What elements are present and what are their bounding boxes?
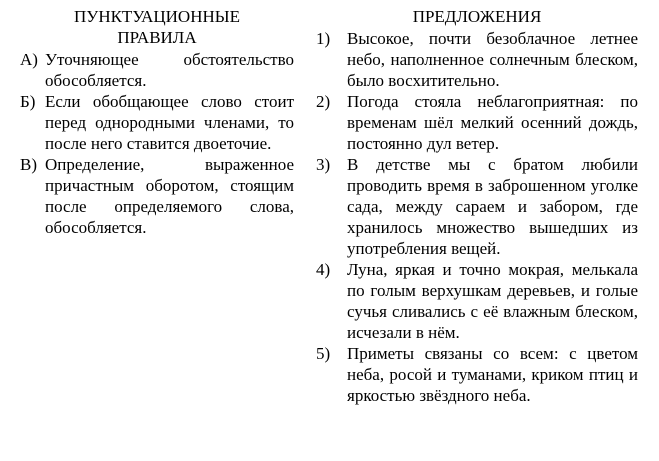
rule-item [20,49,294,91]
sentence-item [316,91,638,154]
sentence-item [316,28,638,91]
sentence-text: В детстве мы с братом любили проводить время в заброшенном уголке сада, между сараем и забором, где хранилось множество вышедших из употребления вещей. [347,155,638,258]
sentence-text: Приметы связаны со всем: с цветом неба, росой и туманами, криком птиц и яркостью звёздного неба. [347,344,638,405]
rule-marker: Б) [20,92,36,111]
rule-text: Определение, выраженное причастным оборотом, стоящим после определяемого слова, обособляется. [45,155,294,237]
rules-header: ПУНКТУАЦИОННЫЕ ПРАВИЛА [74,7,240,47]
sentence-marker: 4) [316,260,331,279]
rules-column [20,6,294,238]
rule-marker: А) [20,50,38,69]
sentence-text: Высокое, почти безоблачное летнее небо, наполненное солнечным блеском, было восхитительно. [347,29,638,90]
sentence-marker: 2) [316,92,331,111]
rule-text: Уточняющее обстоятельство обособляется. [45,50,294,90]
rule-text: Если обобщающее слово стоит перед однородными членами, то после него ставится двоеточие. [45,92,294,153]
sentence-marker: 5) [316,344,331,363]
sentence-marker: 1) [316,29,331,48]
rule-marker: В) [20,155,37,174]
sentence-text: Погода стояла неблагоприятная: по временам шёл мелкий осенний дождь, постоянно дул ветер. [347,92,638,153]
sentence-item [316,343,638,406]
sentence-text: Луна, яркая и точно мокрая, мелькала по голым верхушкам деревьев, и голые сучья сливались с её влажным блеском, исчезали в нём. [347,260,638,342]
sentence-item [316,154,638,259]
sentence-item [316,259,638,343]
sentence-marker: 3) [316,155,331,174]
rule-item [20,154,294,238]
rule-item [20,91,294,154]
sentences-header: ПРЕДЛОЖЕНИЯ [412,7,542,26]
sentences-column [316,6,638,406]
